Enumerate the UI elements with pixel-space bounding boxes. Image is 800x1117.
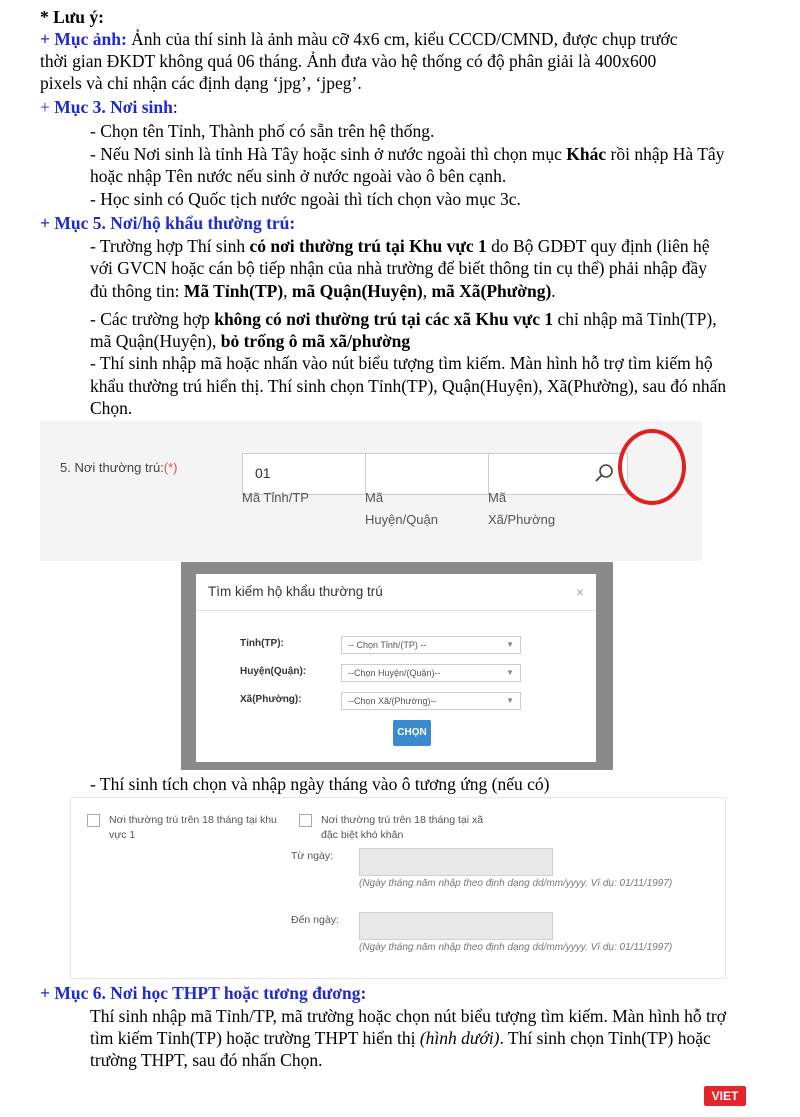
muc-anh-label: + Mục ảnh: bbox=[40, 29, 127, 49]
residence-form-screenshot bbox=[40, 421, 702, 561]
muc5-heading: + Mục 5. Nơi/hộ khẩu thường trú: bbox=[40, 213, 296, 233]
search-modal bbox=[196, 574, 596, 762]
close-icon[interactable]: × bbox=[575, 584, 584, 600]
note-heading: * Lưu ý: bbox=[40, 7, 104, 27]
muc5-p1-line3: đủ thông tin: Mã Tỉnh(TP), mã Quận(Huyện), mã Xã(Phường). bbox=[90, 281, 556, 301]
muc5-p1-line2: với GVCN hoặc cán bộ tiếp nhận của nhà trường để biết thông tin cụ thể) phải nhập đầy bbox=[90, 258, 707, 278]
search-modal-screenshot bbox=[181, 562, 613, 770]
from-date-label: Từ ngày: bbox=[291, 850, 334, 862]
district-code-input[interactable] bbox=[365, 453, 489, 495]
province-select[interactable]: -- Chọn Tỉnh/(TP) -- ▼ bbox=[341, 636, 521, 654]
muc5-p1-line1: - Trường hợp Thí sinh có nơi thường trú tại Khu vực 1 do Bộ GDĐT quy định (liên hệ bbox=[90, 236, 710, 256]
from-date-input[interactable] bbox=[359, 848, 553, 876]
province-select-label: Tỉnh(TP): bbox=[240, 638, 284, 649]
muc5-p3-line1: - Thí sinh nhập mã hoặc nhấn vào nút biểu tượng tìm kiếm. Màn hình hỗ trợ tìm kiếm hộ bbox=[90, 353, 713, 373]
muc-anh-line3: pixels và chỉ nhận các định dạng ‘jpg’, ‘jpeg’. bbox=[40, 73, 362, 93]
muc6-heading: + Mục 6. Nơi học THPT hoặc tương đương: bbox=[40, 983, 367, 1003]
district-select-label: Huyện(Quận): bbox=[240, 666, 307, 677]
area1-checkbox-label: Nơi thường trú trên 18 tháng tại khu vực 1 bbox=[109, 814, 277, 841]
muc5-p2-line2: mã Quận(Huyện), bỏ trống ô mã xã/phường bbox=[90, 331, 411, 351]
area1-checkbox[interactable] bbox=[87, 814, 100, 827]
muc-anh-line2: thời gian ĐKDT không quá 06 tháng. Ảnh đưa vào hệ thống có độ phân giải là 400x600 bbox=[40, 51, 657, 71]
highlight-circle bbox=[618, 429, 686, 505]
viet-logo: VIET bbox=[704, 1086, 746, 1106]
province-caption: Mã Tỉnh/TP bbox=[242, 490, 309, 505]
muc6-line2: tìm kiếm Tỉnh(TP) hoặc trường THPT hiển thị (hình dưới). Thí sinh chọn Tỉnh(TP) hoặc bbox=[90, 1028, 711, 1048]
to-date-hint: (Ngày tháng năm nhập theo định dạng dd/mm/yyyy. Ví dụ: 01/11/1997) bbox=[359, 942, 673, 953]
chevron-down-icon: ▼ bbox=[506, 640, 514, 649]
ward-caption-2: Xã/Phường bbox=[488, 512, 556, 527]
muc3-bullet3: - Học sinh có Quốc tịch nước ngoài thì tích chọn vào mục 3c. bbox=[90, 189, 521, 209]
district-caption-2: Huyện/Quận bbox=[365, 512, 438, 527]
muc-anh-line1: + Mục ảnh: Ảnh của thí sinh là ảnh màu cỡ 4x6 cm, kiểu CCCD/CMND, được chụp trước bbox=[40, 29, 678, 49]
ward-select[interactable]: --Chọn Xã/(Phường)-- ▼ bbox=[341, 692, 521, 710]
choose-button[interactable]: CHỌN bbox=[393, 720, 431, 746]
chevron-down-icon: ▼ bbox=[506, 696, 514, 705]
special-area-checkbox-label: Nơi thường trú trên 18 tháng tại xã đặc biệt khó khăn bbox=[321, 814, 484, 841]
to-date-input[interactable] bbox=[359, 912, 553, 940]
muc3-bullet2: - Nếu Nơi sinh là tỉnh Hà Tây hoặc sinh ở nước ngoài thì chọn mục Khác rồi nhập Hà Tây bbox=[90, 144, 725, 164]
muc3-bullet1: - Chọn tên Tỉnh, Thành phố có sẵn trên hệ thống. bbox=[90, 121, 435, 141]
modal-title: Tìm kiếm hộ khẩu thường trú bbox=[208, 584, 383, 599]
ward-caption-1: Mã bbox=[488, 490, 507, 505]
muc3-bullet2-cont: hoặc nhập Tên nước nếu sinh ở nước ngoài vào ô bên cạnh. bbox=[90, 166, 507, 186]
residence-period-screenshot bbox=[70, 797, 726, 979]
special-area-checkbox[interactable] bbox=[299, 814, 312, 827]
to-date-label: Đến ngày: bbox=[291, 914, 339, 926]
muc3-heading: + Mục 3. Nơi sinh: bbox=[40, 97, 178, 117]
from-date-hint: (Ngày tháng năm nhập theo định dạng dd/mm/yyyy. Ví dụ: 01/11/1997) bbox=[359, 878, 673, 889]
district-select[interactable]: --Chọn Huyện/(Quận)-- ▼ bbox=[341, 664, 521, 682]
residence-label: 5. Nơi thường trú:(*) bbox=[60, 460, 178, 475]
muc5-p2-line1: - Các trường hợp không có nơi thường trú tại các xã Khu vực 1 chỉ nhập mã Tỉnh(TP), bbox=[90, 309, 717, 329]
muc6-line3: trường THPT, sau đó nhấn Chọn. bbox=[90, 1050, 323, 1070]
modal-header bbox=[196, 574, 596, 611]
ward-select-label: Xã(Phường): bbox=[240, 694, 302, 705]
chevron-down-icon: ▼ bbox=[506, 668, 514, 677]
muc5-p3-line3: Chọn. bbox=[90, 398, 133, 418]
muc5-p4: - Thí sinh tích chọn và nhập ngày tháng vào ô tương ứng (nếu có) bbox=[90, 774, 550, 794]
muc6-line1: Thí sinh nhập mã Tỉnh/TP, mã trường hoặc chọn nút biểu tượng tìm kiếm. Màn hình hỗ trợ bbox=[90, 1006, 726, 1026]
magnifier-icon bbox=[592, 462, 616, 486]
province-code-input[interactable]: 01 bbox=[242, 453, 366, 495]
muc5-p3-line2: khẩu thường trú hiển thị. Thí sinh chọn Tỉnh(TP), Quận(Huyện), Xã(Phường), sau đó nhấn bbox=[90, 376, 727, 396]
district-caption-1: Mã bbox=[365, 490, 384, 505]
